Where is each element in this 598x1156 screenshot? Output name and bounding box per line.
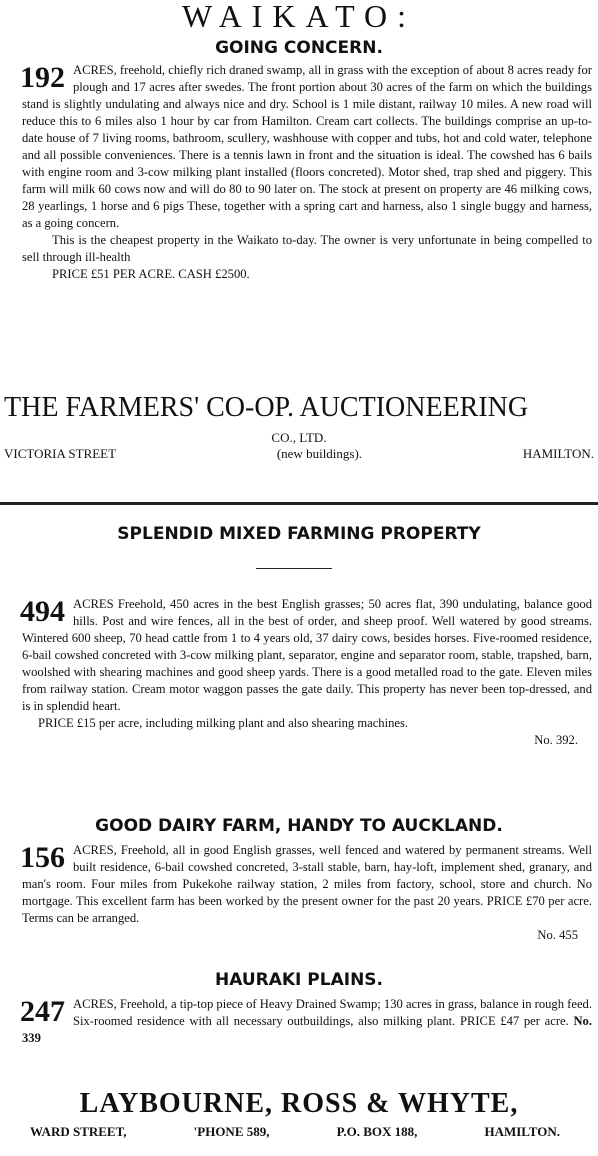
firm-town: HAMILTON. — [484, 1124, 560, 1139]
ad-mixed-farming — [0, 524, 598, 544]
acreage-number: 192 — [20, 61, 65, 94]
auctioneer-building: (new buildings). — [276, 446, 363, 461]
ad-headline: GOOD DAIRY FARM, HANDY TO AUCKLAND. — [95, 816, 503, 836]
auctioneer-address-row — [0, 446, 598, 462]
ad-body — [0, 596, 598, 715]
ad-headline: GOING CONCERN. — [215, 38, 383, 58]
acreage-number: 247 — [20, 995, 65, 1028]
ad-note: This is the cheapest property in the Waikato to-day. The owner is very unfortunate in being compelled to sell through ill-health — [22, 233, 592, 264]
auctioneer-block — [0, 392, 598, 462]
ad-body-text: ACRES, freehold, chiefly rich draned swamp, all in grass with the exception of about 8 acres ready for plough and 17 acres after swedes. The front portion about 30 acres of the farm on which the buildings stand is slightly undulating and always nice and dry. School is 1 mile distant, railway 10 miles. A new road will reduce this to 6 miles also 1 hour by car from Hamilton. Cream cart collects. The buildings comprise an up-to-date house of 7 living rooms, bathroom, scullery, washhouse with copper and tubs, hot and cold water, telephone and all possible conveniences. There is a tennis lawn in front and the situation is ideal. The cowshed has 6 bails with engine room and 3-cow milking plant installed (floors concreted). Motor shed, trap shed and piggery. This farm will milk 60 cows now and will do 80 to 90 later on. The stock at present on property are 46 milking cows, 28 yearlings, 1 horse and 6 pigs These, together with a spring cart and harness, also 1 single buggy and harness, as a going concern. — [22, 63, 592, 230]
ad-dairy-farm — [0, 816, 598, 944]
auctioneer-town: HAMILTON. — [522, 446, 594, 461]
auctioneer-street: VICTORIA STREET — [4, 446, 117, 461]
acreage-number: 156 — [20, 841, 65, 874]
acreage-number: 494 — [20, 595, 65, 628]
ad-waikato — [0, 0, 598, 283]
short-divider — [256, 568, 332, 569]
firm-name: LAYBOURNE, ROSS & WHYTE, — [79, 1088, 519, 1119]
ad-body — [0, 842, 598, 927]
ad-price: PRICE £15 per acre, including milking plant and also shearing machines. — [38, 716, 409, 730]
ad-body — [0, 996, 598, 1047]
auctioneer-suffix: CO., LTD. — [271, 430, 327, 445]
ad-price: PRICE £51 PER ACRE. CASH £2500. — [52, 267, 250, 281]
section-divider — [0, 502, 598, 505]
ad-reference: No. 392. — [534, 733, 578, 747]
ad-headline: SPLENDID MIXED FARMING PROPERTY — [117, 524, 481, 544]
ad-headline: HAURAKI PLAINS. — [214, 970, 384, 990]
ad-hauraki — [0, 970, 598, 1047]
firm-street: WARD STREET, — [30, 1124, 127, 1139]
ad-reference: No. 339 — [22, 1014, 592, 1045]
ad-body-text: ACRES Freehold, 450 acres in the best English grasses; 50 acres flat, 390 undulating, balance good hills. Post and wire fences, all in the best of order, and sheep proof. Well watered by good streams. Wintered 600 sheep, 70 head cattle from 1 to 4 years old, 37 dairy cows, besides horses. Five-roomed residence, 6-bail cowshed concreted with 3-cow milking plant, separator, engine and separator room, stable, trapshed, barn, woolshed with shearing machines and good sheep yards. There is a good metalled road to the gate. Eleven miles from railway station. Cream motor waggon passes the gate daily. This property has never been top-dressed, and is in splendid heart. — [22, 597, 592, 713]
firm-box: P.O. BOX 188, — [336, 1124, 418, 1139]
ad-mixed-farming-body — [0, 596, 598, 749]
firm-block — [0, 1088, 598, 1140]
firm-phone: 'PHONE 589, — [193, 1124, 270, 1139]
region-title: WAIKATO: — [181, 0, 417, 34]
firm-address-row — [0, 1124, 598, 1140]
ad-body-text: ACRES, Freehold, a tip-top piece of Heavy Drained Swamp; 130 acres in grass, balance in rough feed. Six-roomed residence with all necessary outbuildings, also milking plant. PRICE £47 per acre. — [73, 997, 592, 1028]
ad-body-text: ACRES, Freehold, all in good English grasses, well fenced and watered by permanent streams. Well built residence, 6-bail cowshed concreted, 3-stall stable, barn, hay-loft, implement shed, granary, and man's room. Four miles from Pukekohe railway station, 2 miles from factory, school, store and church. No mortgage. This excellent farm has been worked by the present owner for the past 20 years. PRICE £70 per acre. Terms can be arranged. — [22, 843, 592, 925]
ad-body — [0, 62, 598, 232]
auctioneer-name: THE FARMERS' CO-OP. AUCTIONEERING — [4, 392, 529, 423]
ad-reference: No. 455 — [537, 928, 578, 942]
